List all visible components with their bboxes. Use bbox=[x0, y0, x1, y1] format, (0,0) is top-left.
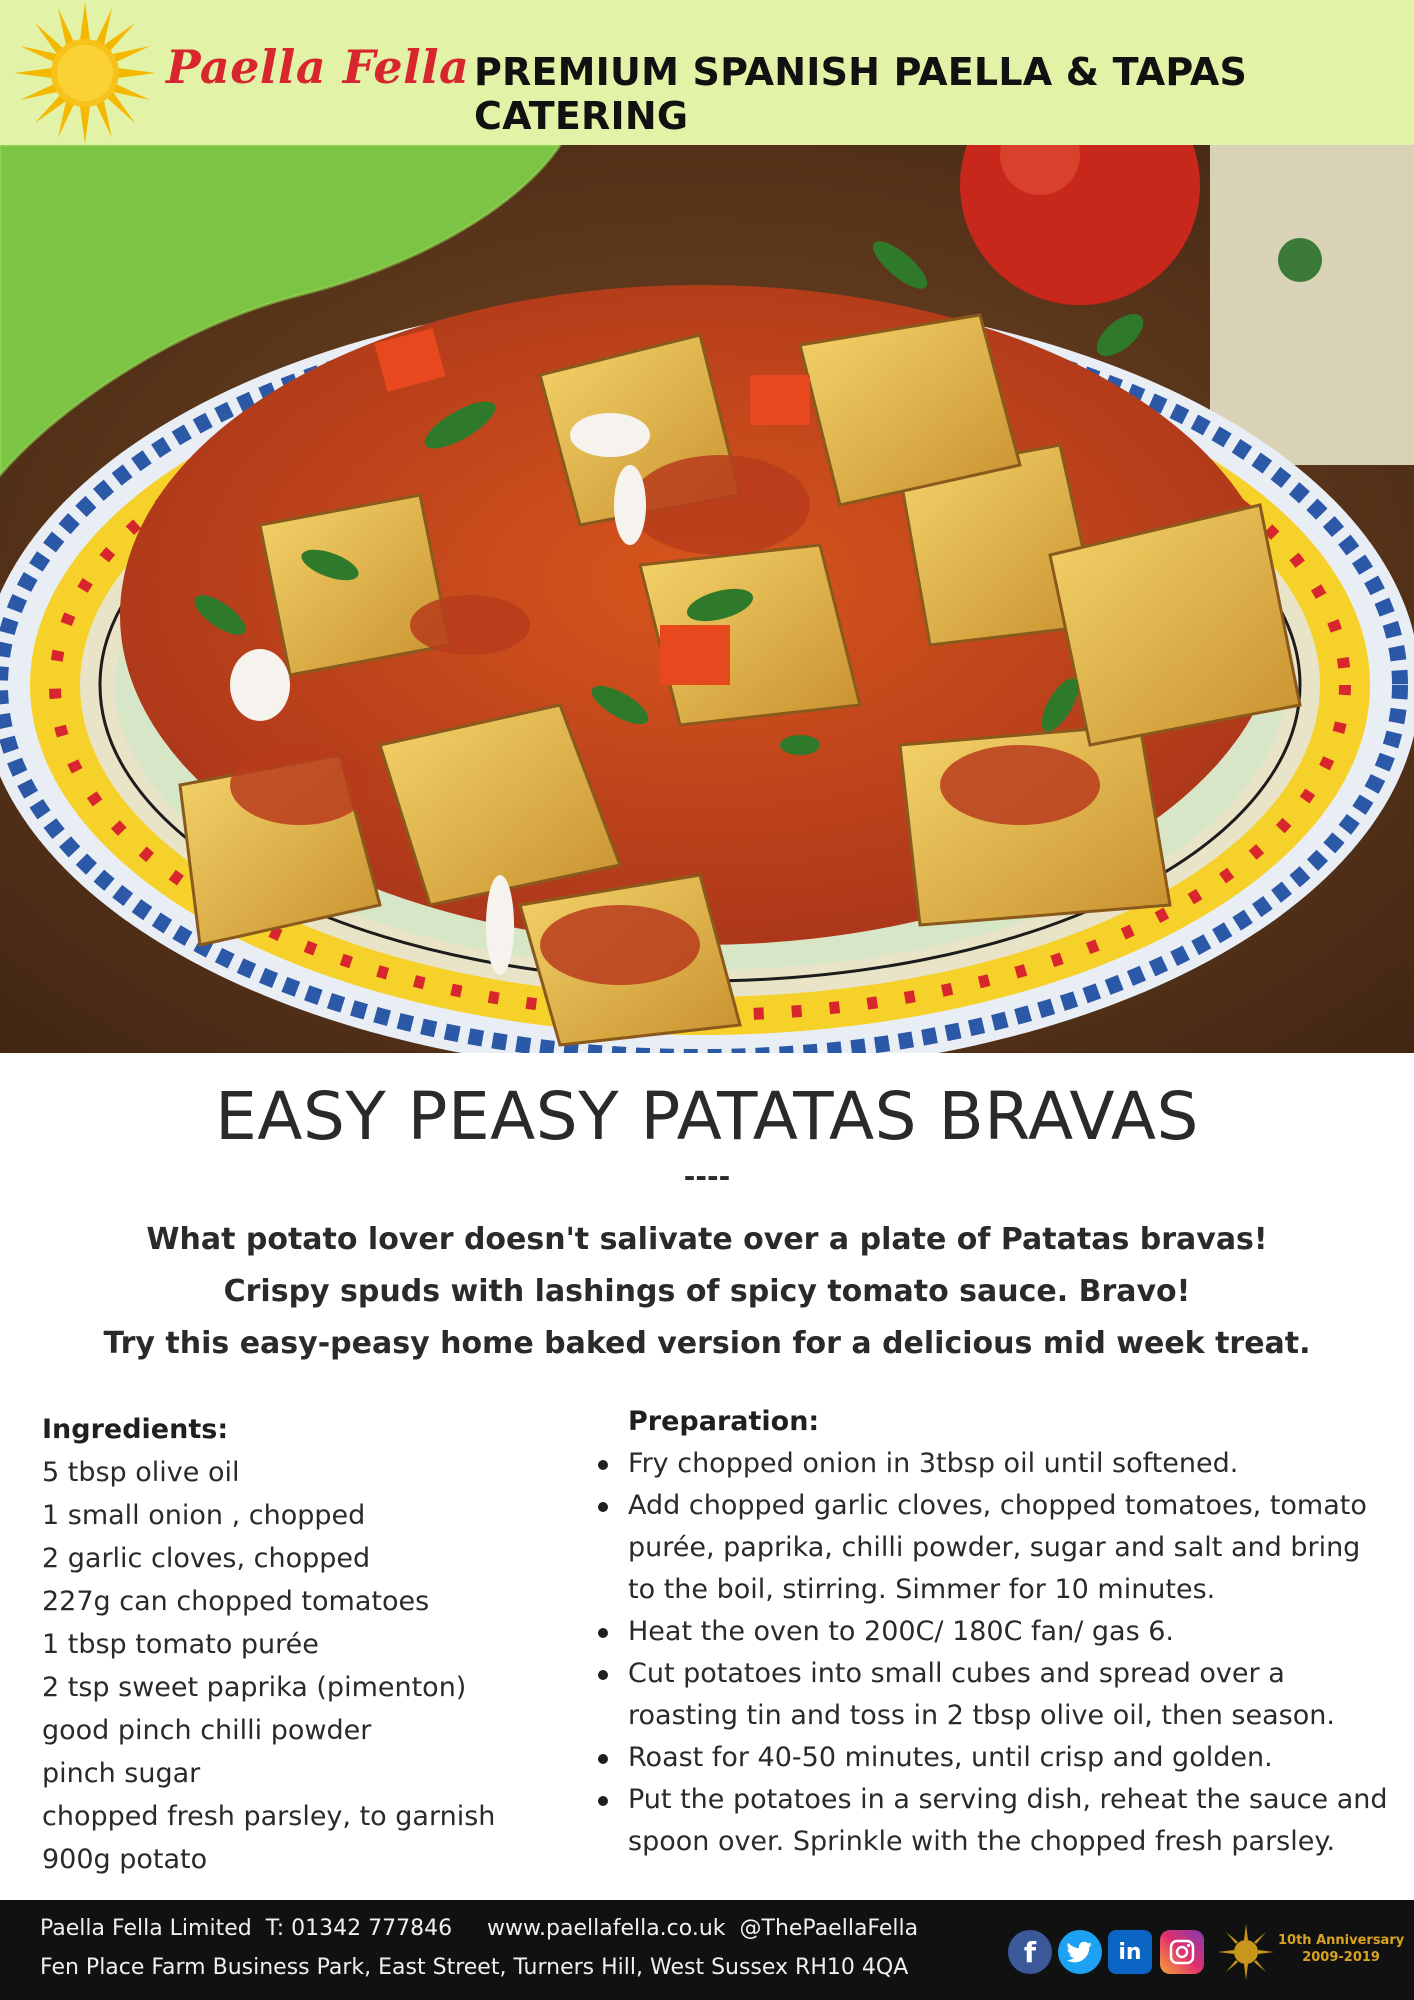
ingredient-item: 1 tbsp tomato purée bbox=[42, 1629, 319, 1660]
recipe-title: EASY PEASY PATATAS BRAVAS bbox=[215, 1078, 1199, 1155]
ingredient-item: 2 garlic cloves, chopped bbox=[42, 1543, 371, 1574]
preparation-heading: Preparation: bbox=[628, 1406, 820, 1437]
step-text: Put the potatoes in a serving dish, reheat the sauce and spoon over. Sprinkle with the chopped fresh parsley. bbox=[628, 1784, 1388, 1857]
preparation-step bbox=[628, 1653, 1388, 1737]
bullet-icon bbox=[598, 1754, 608, 1764]
footer bbox=[0, 1900, 1414, 2000]
step-text: Cut potatoes into small cubes and spread over a roasting tin and toss in 2 tbsp olive oil, then season. bbox=[628, 1658, 1335, 1731]
bullet-icon bbox=[598, 1502, 608, 1512]
twitter-icon[interactable] bbox=[1058, 1930, 1102, 1974]
title-separator: ---- bbox=[683, 1160, 731, 1193]
preparation-section bbox=[628, 1400, 1388, 1863]
step-text: Heat the oven to 200C/ 180C fan/ gas 6. bbox=[628, 1616, 1174, 1647]
intro-line: What potato lover doesn't salivate over a plate of Patatas bravas! bbox=[146, 1222, 1268, 1257]
intro-line: Crispy spuds with lashings of spicy tomato sauce. Bravo! bbox=[223, 1274, 1191, 1309]
preparation-steps bbox=[628, 1443, 1388, 1863]
ingredient-item: pinch sugar bbox=[42, 1758, 201, 1789]
ingredient-item: 2 tsp sweet paprika (pimenton) bbox=[42, 1672, 467, 1703]
step-text: Fry chopped onion in 3tbsp oil until softened. bbox=[628, 1448, 1239, 1479]
facebook-icon[interactable]: f bbox=[1008, 1930, 1052, 1974]
ingredient-item: chopped fresh parsley, to garnish bbox=[42, 1801, 496, 1832]
ingredient-item: good pinch chilli powder bbox=[42, 1715, 372, 1746]
brand-name: Paella Fella bbox=[166, 40, 470, 94]
recipe-intro bbox=[0, 1214, 1414, 1370]
bullet-icon bbox=[598, 1796, 608, 1806]
step-text: Add chopped garlic cloves, chopped tomatoes, tomato purée, paprika, chilli powder, sugar and salt and bring to the boil, stirring. Simmer for 10 minutes. bbox=[628, 1490, 1367, 1605]
header-banner bbox=[0, 0, 1414, 145]
ingredient-item: 5 tbsp olive oil bbox=[42, 1457, 240, 1488]
preparation-step bbox=[628, 1485, 1388, 1611]
preparation-step bbox=[628, 1779, 1388, 1863]
anniversary-sun-icon bbox=[1218, 1924, 1274, 1980]
bullet-icon bbox=[598, 1670, 608, 1680]
sun-logo-icon bbox=[14, 2, 156, 144]
linkedin-icon[interactable]: in bbox=[1108, 1930, 1152, 1974]
step-text: Roast for 40-50 minutes, until crisp and golden. bbox=[628, 1742, 1273, 1773]
ingredients-section bbox=[42, 1408, 562, 1881]
preparation-step bbox=[628, 1737, 1388, 1779]
bullet-icon bbox=[598, 1460, 608, 1470]
hero-photo bbox=[0, 145, 1414, 1053]
ingredient-item: 227g can chopped tomatoes bbox=[42, 1586, 430, 1617]
patatas-bravas-photo bbox=[0, 145, 1414, 1053]
ingredients-list bbox=[42, 1451, 562, 1881]
intro-line: Try this easy-peasy home baked version for a delicious mid week treat. bbox=[103, 1326, 1311, 1361]
header-tagline: PREMIUM SPANISH PAELLA & TAPAS CATERING bbox=[474, 50, 1248, 138]
preparation-step bbox=[628, 1443, 1388, 1485]
footer-address: Fen Place Farm Business Park, East Street, Turners Hill, West Sussex RH10 4QA bbox=[40, 1955, 909, 1980]
preparation-step bbox=[628, 1611, 1388, 1653]
ingredient-item: 900g potato bbox=[42, 1844, 208, 1875]
ingredient-item: 1 small onion , chopped bbox=[42, 1500, 366, 1531]
bullet-icon bbox=[598, 1628, 608, 1638]
anniversary-badge: 10th Anniversary 2009-2019 bbox=[1278, 1933, 1405, 1965]
footer-contact: Paella Fella Limited T: 01342 777846 www.paellafella.co.uk @ThePaellaFella bbox=[40, 1916, 919, 1941]
instagram-icon[interactable] bbox=[1160, 1930, 1204, 1974]
ingredients-heading: Ingredients: bbox=[42, 1414, 229, 1445]
